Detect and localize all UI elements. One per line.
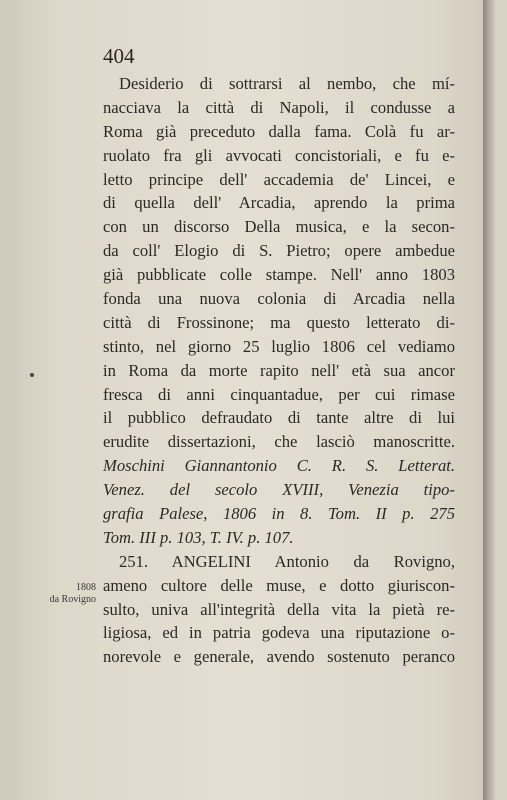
citation-line: Moschini Giannantonio C. R. S. Letterat.: [103, 456, 455, 476]
entry-line: ligiosa, ed in patria godeva una riputazione o-: [103, 623, 455, 643]
citation-line: Tom. III p. 103, T. IV. p. 107.: [103, 527, 294, 547]
entry-heading-line: 251. ANGELINI Antonio da Rovigno,: [119, 551, 455, 571]
entry-line: norevole e generale, avendo sostenuto peranco: [103, 647, 455, 667]
entry-line: ameno cultore delle muse, e dotto giuriscon-: [103, 575, 455, 595]
body-line: fonda una nuova colonia di Arcadia nella: [103, 289, 455, 309]
book-spine-shadow: [483, 0, 495, 800]
body-line: città di Frossinone; ma questo letterato di-: [103, 312, 455, 332]
ink-speck: [30, 373, 34, 377]
body-line: da coll' Elogio di S. Pietro; opere ambedue: [103, 241, 455, 261]
entry-line: sulto, univa all'integrità della vita la pietà re-: [103, 599, 455, 619]
body-line: stinto, nel giorno 25 luglio 1806 cel vediamo: [103, 336, 455, 356]
citation-line: Venez. del secolo XVIII, Venezia tipo-: [103, 480, 455, 500]
margin-note: [24, 582, 96, 606]
margin-note-year: 1808: [76, 582, 96, 593]
body-line: il pubblico defraudato di tante altre di lui: [103, 408, 455, 428]
body-line: fresca di anni cinquantadue, per cui rimase: [103, 384, 455, 404]
body-line: con un discorso Della musica, e la secon-: [103, 217, 455, 237]
body-line: Roma già preceduto dalla fama. Colà fu ar-: [103, 121, 455, 141]
body-line: di quella dell' Arcadia, aprendo la prima: [103, 193, 455, 213]
body-line: erudite dissertazioni, che lasciò manoscritte.: [103, 432, 455, 452]
page-text: [103, 72, 455, 669]
citation-line: grafia Palese, 1806 in 8. Tom. II p. 275: [103, 504, 455, 524]
body-line: ruolato fra gli avvocati concistoriali, e fu e-: [103, 145, 455, 165]
body-line: Desiderio di sottrarsi al nembo, che mí-: [119, 74, 455, 93]
page-number: 404: [103, 44, 135, 68]
body-line: nacciava la città di Napoli, il condusse a: [103, 97, 455, 117]
body-line: in Roma da morte rapito nell' età sua ancor: [103, 360, 455, 380]
body-line: già pubblicate colle stampe. Nell' anno 1803: [103, 265, 455, 285]
margin-note-place: da Rovigno: [49, 594, 96, 605]
body-line: letto principe dell' accademia de' Lincei, e: [103, 169, 455, 189]
